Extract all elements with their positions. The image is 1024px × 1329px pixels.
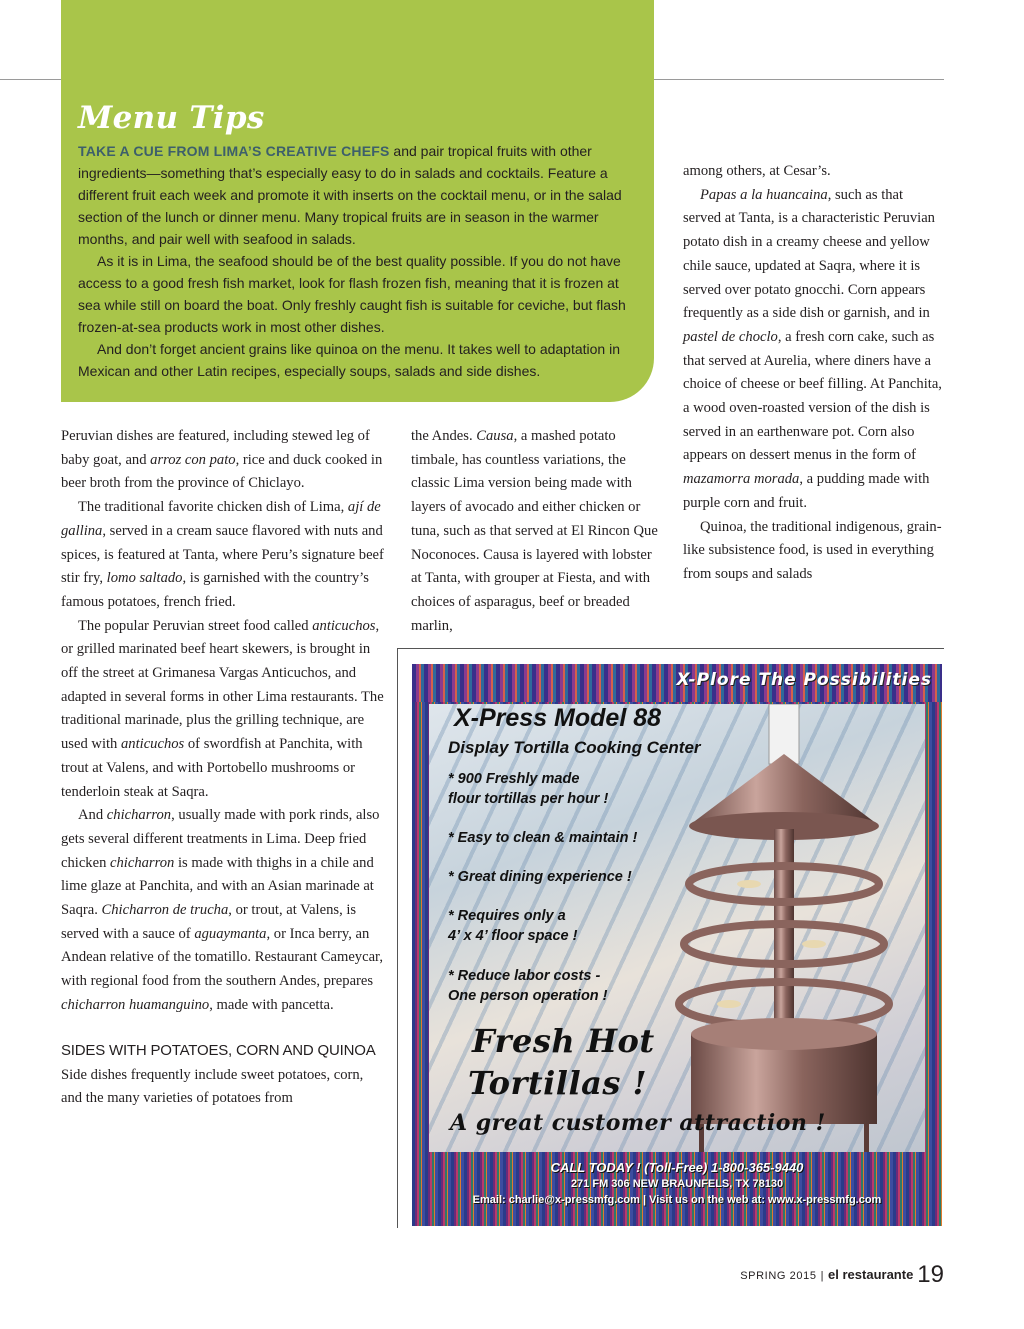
ad-bullet: * Requires only a 4’ x 4’ floor space ! <box>448 908 578 944</box>
article-paragraph: Quinoa, the traditional indigenous, grain-like subsistence food, is used in everything from soups and salads <box>683 518 942 582</box>
ad-subtitle: Display Tortilla Cooking Center <box>448 738 701 757</box>
ad-tagline: A great customer attraction ! <box>450 1110 826 1136</box>
article-paragraph: And chicharron, usually made with pork rinds, also gets several different treatments in Lima. Deep fried chicken chicharron is made with thighs in a chile and lime glaze at Panchita, and with an Asian marinade at Saqra. Chicharron de trucha, or trout, at Valens, is served with a sauce of aguaymanta, or Inca berry, an Andean relative of the tomatillo. Restaurant Cameycar, with regional food from the southern Andes, prepares chicharron huamanguino, made with pancetta. <box>61 807 383 1013</box>
advertisement[interactable] <box>412 664 942 1226</box>
article-paragraph: Peruvian dishes are featured, including stewed leg of baby goat, and arroz con pato, rice and duck cooked in beer broth from the province of Chiclayo. <box>61 428 383 492</box>
ad-bullet: * Reduce labor costs - One person operation ! <box>448 968 608 1004</box>
header-rule-right <box>654 79 944 80</box>
article-paragraph: The popular Peruvian street food called anticuchos, or grilled marinated beef heart skewers, is brought in off the street at Grimanesa Vargas Anticuchos, and adapted in several forms in other Lima restaurants. The traditional marinade, plus the grilling technique, are used with anticuchos of swordfish at Panchita, with trout at Valens, and with Portobello mushrooms or tenderloin steak at Saqra. <box>61 617 384 800</box>
article-column-2 <box>411 425 661 638</box>
sidebar-text: and pair tropical fruits with other ingredients—something that’s especially easy to do in salads and cocktails. Feature a different fruit each week and promote it with inserts on the cocktail menu, or in the salad section of the lunch or dinner menu. Many tropical fruits are in season in the warmer months, and pair well with seafood in salads. <box>78 143 622 247</box>
ad-bullet: * Easy to clean & maintain ! <box>448 830 638 846</box>
article-column-1 <box>61 425 385 1111</box>
article-column-3 <box>683 160 943 587</box>
ad-bullet: * Great dining experience ! <box>448 869 632 885</box>
page-footer: SPRING 2015 | el restaurante 19 <box>740 1261 944 1288</box>
ad-address: 271 FM 306 NEW BRAUNFELS, TX 78130 <box>570 1178 784 1190</box>
ad-headline-line-1: Fresh Hot <box>472 1022 655 1060</box>
issue-label: SPRING 2015 <box>740 1270 817 1282</box>
article-paragraph: Papas a la huancaina, such as that served at Tanta, is a characteristic Peruvian potato dish in a creamy cheese and yellow chile sauce, updated at Saqra, where it is served over potato gnocchi. Corn appears frequently as a side dish or garnish, and in pastel de choclo, a fresh corn cake, such as that served at Aurelia, where diners have a choice of cheese or beef filling. At Panchita, a wood oven-roasted version of the dish is served in an earthenware pot. Corn also appears on dessert menus in the form of mazamorra morada, a pudding made with purple corn and fruit. <box>683 186 942 511</box>
ad-contact[interactable] <box>412 1160 942 1208</box>
menu-tips-sidebar <box>61 0 654 402</box>
ad-banner-text: X-Plore The Possibilities <box>676 670 932 690</box>
ad-title: X-Press Model 88 <box>454 704 662 732</box>
sidebar-lead: TAKE A CUE FROM LIMA’S CREATIVE CHEFS <box>78 143 390 159</box>
header-rule-left <box>0 79 62 80</box>
publication-name: el restaurante <box>828 1267 914 1282</box>
sidebar-paragraph <box>78 140 626 250</box>
section-subhead: SIDES WITH POTATOES, CORN AND QUINOA <box>61 1041 376 1059</box>
ad-email-web[interactable]: Email: charlie@x-pressmfg.com | Visit us on the web at: www.x-pressmfg.com <box>472 1194 882 1206</box>
ad-phone[interactable]: CALL TODAY ! (Toll-Free) 1-800-365-9440 <box>550 1160 804 1175</box>
ad-headline-line-2: Tortillas ! <box>468 1064 648 1102</box>
article-paragraph: the Andes. Causa, a mashed potato timbale, has countless variations, the classic Lima version being made with layers of avocado and either chicken or tuna, such as that served at El Rincon Que Noconoces. Causa is layered with lobster at Tanta, with grouper at Fiesta, and with choices of asparagus, beef or breaded marlin, <box>411 428 658 634</box>
ad-banner <box>412 664 942 702</box>
ad-bullet: * 900 Freshly made flour tortillas per hour ! <box>448 771 609 807</box>
article-paragraph: The traditional favorite chicken dish of Lima, ají de gallina, served in a cream sauce flavored with nuts and spices, is featured at Tanta, where Peru’s signature beef stir fry, lomo saltado, is garnished with the country’s famous potatoes, french fried. <box>61 499 384 610</box>
sidebar-paragraph: And don’t forget ancient grains like quinoa on the menu. It takes well to adaptation in Mexican and other Latin recipes, especially soups, salads and side dishes. <box>78 341 621 379</box>
page-number: 19 <box>917 1261 944 1288</box>
article-paragraph: Side dishes frequently include sweet potatoes, corn, and the many varieties of potatoes from <box>61 1066 364 1107</box>
sidebar-paragraph: As it is in Lima, the seafood should be of the best quality possible. If you do not have access to a good fresh fish market, look for flash frozen fish, meaning that it is frozen at sea while still on board the boat. Only freshly caught fish is suitable for ceviche, but flash frozen-at-sea products work in most other dishes. <box>78 253 626 335</box>
article-paragraph: among others, at Cesar’s. <box>683 163 831 179</box>
sidebar-title: Menu Tips <box>78 100 265 136</box>
